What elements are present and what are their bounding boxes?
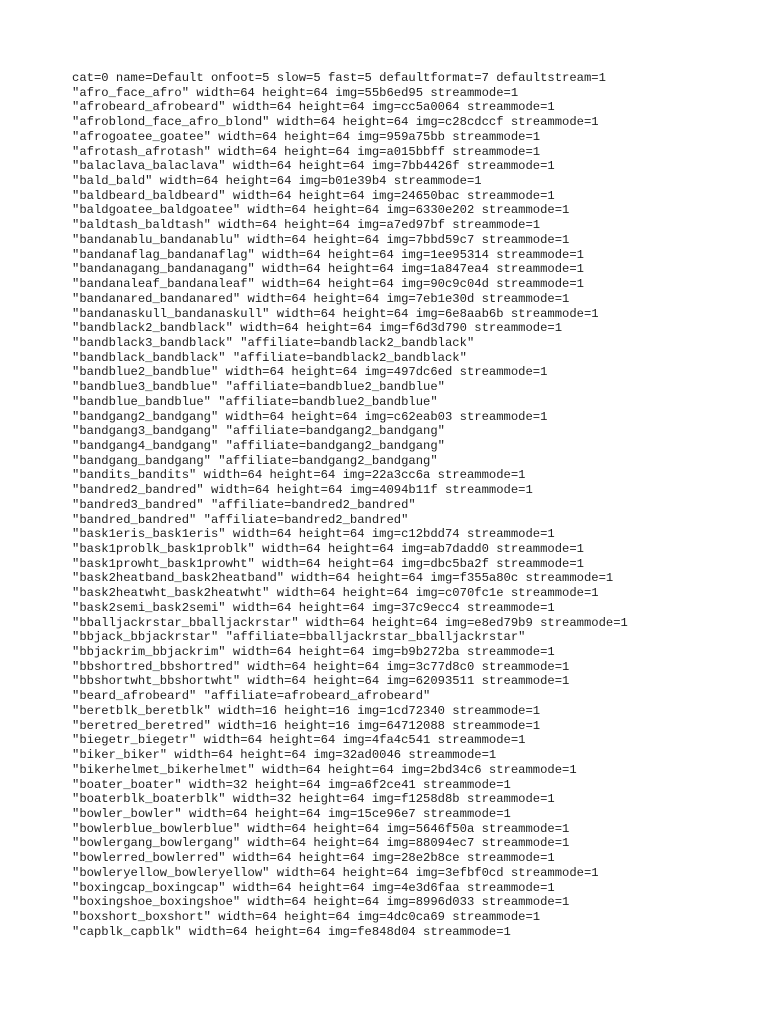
entry-line: "beard_afrobeard" "affiliate=afrobeard_afrobeard" [72,689,431,704]
entry-line: "bowlerred_bowlerred" width=64 height=64 img=28e2b8ce streammode=1 [72,851,555,866]
entry-line: "bask1problk_bask1problk" width=64 height=64 img=ab7dadd0 streammode=1 [72,542,584,556]
entry-line: "bask1prowht_bask1prowht" width=64 height=64 img=dbc5ba2f streammode=1 [72,556,584,571]
entry-line: "bandred2_bandred" width=64 height=64 img=4094b11f streammode=1 [72,483,533,498]
entry-line: "bandblack_bandblack" "affiliate=bandblack2_bandblack" [72,350,467,365]
entry-line: "bandanaskull_bandanaskull" width=64 height=64 img=6e8aab6b streammode=1 [72,306,599,321]
entry-line: "boxingcap_boxingcap" width=64 height=64 img=4e3d6faa streammode=1 [72,880,555,895]
entry-line: "balaclava_balaclava" width=64 height=64 img=7bb4426f streammode=1 [72,159,555,174]
entry-line: "bald_bald" width=64 height=64 img=b01e39b4 streammode=1 [72,174,482,189]
entry-line: "afrotash_afrotash" width=64 height=64 img=a015bbff streammode=1 [72,144,541,159]
entry-line: "bbshortwht_bbshortwht" width=64 height=64 img=62093511 streammode=1 [72,674,570,689]
entry-line: "boater_boater" width=32 height=64 img=a6f2ce41 streammode=1 [72,777,511,792]
entry-line: "bandblue_bandblue" "affiliate=bandblue2_bandblue" [72,394,438,409]
entry-line: "bowler_bowler" width=64 height=64 img=15ce96e7 streammode=1 [72,806,511,821]
entry-line: "afrogoatee_goatee" width=64 height=64 img=959a75bb streammode=1 [72,129,541,144]
entry-line: "bbjackrim_bbjackrim" width=64 height=64 img=b9b272ba streammode=1 [72,645,555,660]
entry-line: "afroblond_face_afro_blond" width=64 height=64 img=c28cdccf streammode=1 [72,115,599,130]
entry-line: "bandgang_bandgang" "affiliate=bandgang2_bandgang" [72,453,438,468]
entry-line: "baldtash_baldtash" width=64 height=64 img=a7ed97bf streammode=1 [72,218,541,233]
entry-line: "bandanablu_bandanablu" width=64 height=64 img=7bbd59c7 streammode=1 [72,232,570,247]
entry-line: "bandgang4_bandgang" "affiliate=bandgang2_bandgang" [72,438,445,453]
entry-line: "bandred_bandred" "affiliate=bandred2_bandred" [72,512,409,527]
entry-line: "bandgang3_bandgang" "affiliate=bandgang2_bandgang" [72,424,445,439]
entry-line: "bandblack3_bandblack" "affiliate=bandblack2_bandblack" [72,335,475,350]
entry-line: "beretred_beretred" width=16 height=16 img=64712088 streammode=1 [72,718,541,733]
entry-line: "bandanagang_bandanagang" width=64 height=64 img=1a847ea4 streammode=1 [72,262,584,277]
entry-line: "bandanaleaf_bandanaleaf" width=64 height=64 img=90c9c04d streammode=1 [72,277,584,292]
entry-line: "bask2semi_bask2semi" width=64 height=64 img=37c9ecc4 streammode=1 [72,600,555,615]
entry-line: "bandblue2_bandblue" width=64 height=64 img=497dc6ed streammode=1 [72,365,548,380]
entry-line: "bballjackrstar_bballjackrstar" width=64 height=64 img=e8ed79b9 streammode=1 [72,615,628,630]
entry-line: "bowlerblue_bowlerblue" width=64 height=64 img=5646f50a streammode=1 [72,821,570,836]
entry-line: "capblk_capblk" width=64 height=64 img=fe848d04 streammode=1 [72,924,511,939]
entry-line: "bask2heatwht_bask2heatwht" width=64 height=64 img=c070fc1e streammode=1 [72,586,599,601]
entry-line: "baldgoatee_baldgoatee" width=64 height=64 img=6330e202 streammode=1 [72,203,570,218]
entry-line: "bikerhelmet_bikerhelmet" width=64 height=64 img=2bd34c6 streammode=1 [72,762,577,777]
entry-line: "boxingshoe_boxingshoe" width=64 height=64 img=8996d033 streammode=1 [72,895,570,910]
entry-line: "bbshortred_bbshortred" width=64 height=64 img=3c77d8c0 streammode=1 [72,659,570,674]
entry-line: "bandblack2_bandblack" width=64 height=64 img=f6d3d790 streammode=1 [72,321,563,336]
entry-line: "biegetr_biegetr" width=64 height=64 img=4fa4c541 streammode=1 [72,733,526,748]
entry-line: "bandblue3_bandblue" "affiliate=bandblue2_bandblue" [72,380,445,395]
entry-line: "biker_biker" width=64 height=64 img=32ad0046 streammode=1 [72,748,497,763]
entry-line: "bowlergang_bowlergang" width=64 height=64 img=88094ec7 streammode=1 [72,836,570,851]
entry-line: "bask1eris_bask1eris" width=64 height=64 img=c12bdd74 streammode=1 [72,527,555,542]
entry-line: "afrobeard_afrobeard" width=64 height=64 img=cc5a0064 streammode=1 [72,100,555,115]
entry-line: "bandits_bandits" width=64 height=64 img=22a3cc6a streammode=1 [72,468,526,483]
entry-line: "bandgang2_bandgang" width=64 height=64 img=c62eab03 streammode=1 [72,409,548,424]
entry-line: "beretblk_beretblk" width=16 height=16 img=1cd72340 streammode=1 [72,703,541,718]
entry-line: "bandanared_bandanared" width=64 height=64 img=7eb1e30d streammode=1 [72,291,570,306]
header-line: cat=0 name=Default onfoot=5 slow=5 fast=5 defaultformat=7 defaultstream=1 [72,71,606,85]
entry-line: "bask2heatband_bask2heatband" width=64 height=64 img=f355a80c streammode=1 [72,571,614,586]
entry-line: "bbjack_bbjackrstar" "affiliate=bballjackrstar_bballjackrstar" [72,630,526,645]
entry-line: "bowleryellow_bowleryellow" width=64 height=64 img=3efbf0cd streammode=1 [72,865,599,880]
entry-line: "afro_face_afro" width=64 height=64 img=55b6ed95 streammode=1 [72,85,519,100]
entry-line: "bandred3_bandred" "affiliate=bandred2_bandred" [72,497,416,512]
entry-line: "baldbeard_baldbeard" width=64 height=64 img=24650bac streammode=1 [72,188,555,203]
entry-line: "boxshort_boxshort" width=64 height=64 img=4dc0ca69 streammode=1 [72,909,541,924]
document-page [72,71,762,939]
entry-line: "boaterblk_boaterblk" width=32 height=64 img=f1258d8b streammode=1 [72,792,555,807]
entry-line: "bandanaflag_bandanaflag" width=64 height=64 img=1ee95314 streammode=1 [72,247,584,262]
